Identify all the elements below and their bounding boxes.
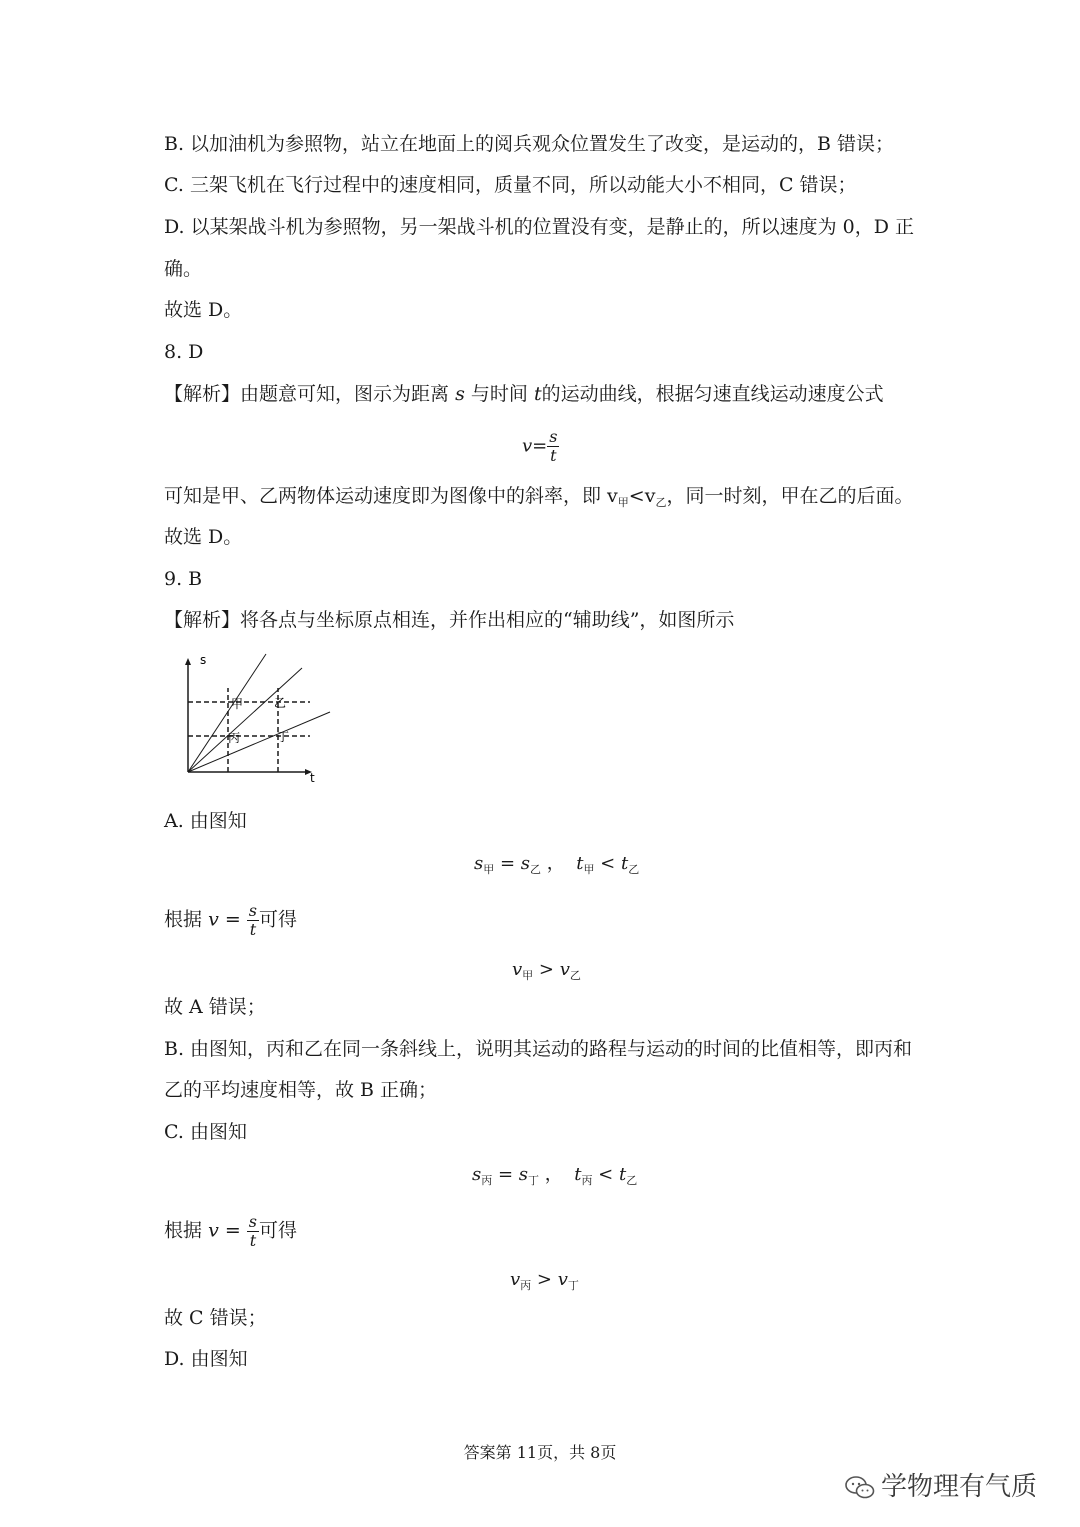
y-axis-arrow	[185, 658, 191, 665]
f-eq: =	[492, 1164, 519, 1185]
watermark-text: 学物理有气质	[881, 1472, 1038, 1502]
f-comma: ，	[539, 1164, 563, 1185]
text-get: 可得	[259, 1219, 298, 1242]
fraction-numerator: s	[248, 901, 258, 920]
subscript-yi: 乙	[655, 496, 667, 509]
f-sub: 乙	[626, 1174, 638, 1187]
fraction-denominator: t	[550, 446, 557, 465]
f-t: t	[576, 853, 584, 874]
watermark	[845, 1466, 1037, 1503]
subscript-jia: 甲	[617, 496, 629, 509]
text-according: 根据	[164, 908, 203, 931]
wechat-icon	[845, 1475, 875, 1501]
y-axis-label: s	[200, 653, 207, 667]
ray-yi-bing	[188, 668, 302, 772]
question-8-answer: 8. D	[164, 341, 204, 363]
f-gt: >	[531, 1269, 558, 1290]
f-v: v	[208, 908, 219, 931]
point-label-bing: 丙	[228, 731, 241, 745]
text-get: 可得	[259, 908, 298, 931]
option-d-head: D. 由图知	[164, 1348, 248, 1370]
f-t: t	[618, 1164, 627, 1185]
f-s: s	[474, 853, 484, 874]
formula-eq: =	[532, 435, 548, 457]
option-b-text: B. 由图知，丙和乙在同一条斜线上，说明其运动的路程与运动的时间的比值相等，即丙和	[164, 1038, 913, 1060]
f-sub: 甲	[583, 863, 595, 876]
f-v: v	[512, 959, 523, 980]
text-line-c-option: C. 三架飞机在飞行过程中的速度相同，质量不同，所以动能大小不相同，C 错误；	[164, 174, 857, 196]
option-a-wrong: 故 A 错误；	[164, 996, 266, 1018]
f-sub: 甲	[483, 863, 495, 876]
f-sub: 丙	[520, 1279, 532, 1292]
formula-c-1	[472, 1163, 637, 1193]
f-t: t	[574, 1164, 582, 1185]
f-t: t	[620, 853, 629, 874]
fraction-numerator: s	[549, 427, 558, 446]
s-t-graph	[170, 650, 340, 790]
explanation-8	[164, 381, 884, 407]
conclusion-8-part2: ，同一时刻，甲在乙的后面。	[666, 485, 914, 507]
text-according: 根据	[164, 1219, 203, 1242]
f-sub: 丁	[567, 1279, 579, 1292]
text-line-d-option-cont: 确。	[164, 258, 203, 280]
f-sub: 丙	[581, 1174, 593, 1187]
ray-jia	[188, 654, 266, 772]
point-label-yi: 乙	[274, 696, 287, 710]
f-lt: <	[594, 853, 621, 874]
f-eq: =	[218, 908, 247, 931]
option-c-head: C. 由图知	[164, 1121, 247, 1143]
f-sub: 丁	[528, 1174, 540, 1187]
ray-ding	[188, 712, 330, 772]
page-footer: 答案第 11页，共 8页	[463, 1443, 617, 1462]
fraction-denominator: t	[249, 1231, 257, 1250]
text-line-d-option: D. 以某架战斗机为参照物，另一架战斗机的位置没有变，是静止的，所以速度为 0，D 正	[164, 216, 915, 238]
fraction-denominator: t	[249, 920, 257, 939]
f-sub: 乙	[530, 863, 542, 876]
f-sub: 乙	[569, 969, 581, 982]
conclusion-8	[164, 483, 913, 516]
question-9-answer: 9. B	[164, 568, 203, 590]
fraction-s-over-t	[247, 902, 259, 939]
x-axis-label: t	[310, 771, 315, 785]
option-a-head: A. 由图知	[164, 810, 247, 832]
option-c-formula-line	[164, 1213, 297, 1250]
option-b-text-cont: 乙的平均速度相等，故 B 正确；	[164, 1079, 438, 1101]
f-s: s	[472, 1164, 482, 1185]
f-s: s	[520, 853, 531, 874]
f-sub: 甲	[522, 969, 534, 982]
f-lt: <	[592, 1164, 619, 1185]
formula-v: v	[522, 435, 533, 457]
formula-a-2	[512, 958, 581, 988]
point-label-jia: 甲	[231, 697, 244, 711]
conclusion-8-lt: <v	[628, 485, 656, 507]
option-c-wrong: 故 C 错误；	[164, 1307, 267, 1329]
f-sub: 丙	[481, 1174, 493, 1187]
option-a-formula-line	[164, 902, 297, 939]
answer-selection-7: 故选 D。	[164, 299, 243, 321]
answer-selection-8: 故选 D。	[164, 526, 243, 548]
explanation-8-part3: 的运动曲线，根据匀速直线运动速度公式	[541, 383, 884, 405]
fraction-s-over-t	[247, 1213, 259, 1250]
fraction-s-over-t	[547, 428, 559, 465]
explanation-9: 【解析】将各点与坐标原点相连，并作出相应的“辅助线”，如图所示	[164, 609, 735, 631]
f-eq: =	[218, 1219, 247, 1242]
explanation-8-part2: 与时间	[470, 383, 528, 405]
f-eq: =	[494, 853, 521, 874]
f-v: v	[557, 1269, 568, 1290]
f-comma: ，	[541, 853, 565, 874]
formula-a-1	[474, 852, 639, 882]
formula-velocity-8	[522, 428, 559, 465]
var-t: t	[533, 383, 542, 405]
point-label-ding: 丁	[277, 730, 290, 744]
f-v: v	[510, 1269, 521, 1290]
f-v: v	[208, 1219, 219, 1242]
f-v: v	[559, 959, 570, 980]
var-s: s	[455, 383, 465, 405]
conclusion-8-part1: 可知是甲、乙两物体运动速度即为图像中的斜率，即 v	[164, 485, 618, 507]
f-sub: 乙	[628, 863, 640, 876]
f-gt: >	[533, 959, 560, 980]
text-line-b-option: B. 以加油机为参照物，站立在地面上的阅兵观众位置发生了改变，是运动的，B 错误；	[164, 133, 895, 155]
fraction-numerator: s	[248, 1212, 258, 1231]
explanation-8-part1: 【解析】由题意可知，图示为距离	[164, 383, 450, 405]
f-s: s	[518, 1164, 529, 1185]
formula-c-2	[510, 1268, 579, 1298]
